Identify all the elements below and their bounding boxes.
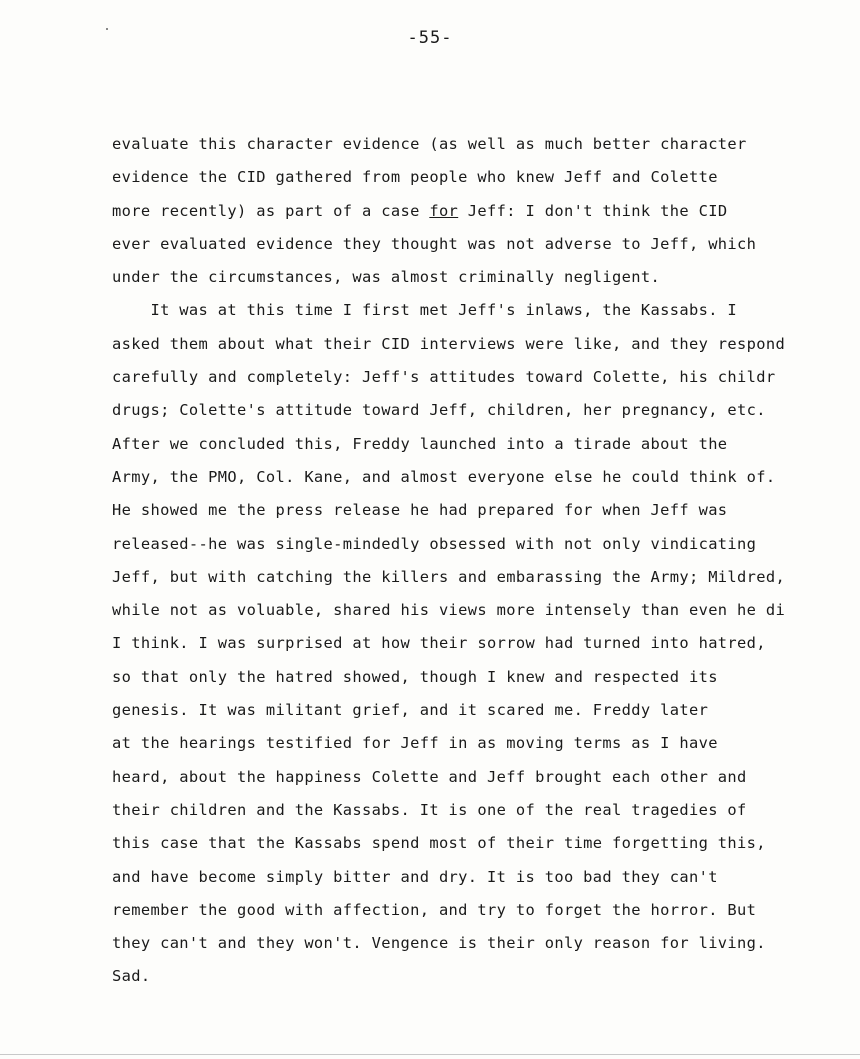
text-segment: Jeff, but with catching the killers and embarassing the Army; Mildred, <box>112 567 786 586</box>
text-line <box>112 727 860 760</box>
text-line <box>112 461 860 494</box>
text-segment: heard, about the happiness Colette and Jeff brought each other and <box>112 767 747 786</box>
text-line <box>112 694 860 727</box>
text-line <box>112 294 860 327</box>
text-line <box>112 627 860 660</box>
text-segment: more recently) as part of a case <box>112 201 430 220</box>
text-segment: genesis. It was militant grief, and it scared me. Freddy later <box>112 701 709 720</box>
text-line <box>112 161 860 194</box>
text-line <box>112 827 860 860</box>
page-bottom-edge <box>0 1054 860 1055</box>
text-line <box>112 361 860 394</box>
text-line <box>112 328 860 361</box>
text-line <box>112 794 860 827</box>
text-segment: ever evaluated evidence they thought was not adverse to Jeff, which <box>112 234 757 253</box>
text-line <box>112 195 860 228</box>
text-line <box>112 394 860 427</box>
text-segment: remember the good with affection, and try to forget the horror. But <box>112 900 757 919</box>
text-segment: released--he was single-mindedly obsessed with not only vindicating <box>112 534 757 553</box>
text-line <box>112 960 860 993</box>
text-line <box>112 128 860 161</box>
text-segment: so that only the hatred showed, though I knew and respected its <box>112 667 718 686</box>
underlined-word: for <box>429 201 459 220</box>
text-line <box>112 561 860 594</box>
text-segment: under the circumstances, was almost criminally negligent. <box>112 268 661 287</box>
text-segment: while not as voluable, shared his views more intensely than even he di <box>112 601 786 620</box>
text-line <box>112 761 860 794</box>
text-segment: I think. I was surprised at how their sorrow had turned into hatred, <box>112 634 766 653</box>
text-segment: evidence the CID gathered from people who knew Jeff and Colette <box>112 168 718 187</box>
text-segment: they can't and they won't. Vengence is their only reason for living. <box>112 934 766 953</box>
text-segment: their children and the Kassabs. It is one of the real tragedies of <box>112 800 747 819</box>
text-segment: evaluate this character evidence (as well as much better character <box>112 135 747 153</box>
text-segment: Sad. <box>112 967 151 986</box>
text-segment: Jeff: I don't think the CID <box>458 201 728 220</box>
text-segment: this case that the Kassabs spend most of their time forgetting this, <box>112 834 766 853</box>
body-text <box>112 128 860 994</box>
text-line <box>112 661 860 694</box>
text-line <box>112 494 860 527</box>
text-segment: He showed me the press release he had prepared for when Jeff was <box>112 501 728 520</box>
text-segment: drugs; Colette's attitude toward Jeff, children, her pregnancy, etc. <box>112 401 766 420</box>
text-line <box>112 428 860 461</box>
text-line <box>112 927 860 960</box>
text-line <box>112 894 860 927</box>
text-line <box>112 261 860 294</box>
text-segment: asked them about what their CID interviews were like, and they respond <box>112 334 786 353</box>
text-segment: It was at this time I first met Jeff's inlaws, the Kassabs. I <box>112 301 738 320</box>
text-segment: and have become simply bitter and dry. It is too bad they can't <box>112 867 718 886</box>
text-segment: Army, the PMO, Col. Kane, and almost everyone else he could think of. <box>112 467 776 486</box>
text-line <box>112 528 860 561</box>
text-segment: carefully and completely: Jeff's attitudes toward Colette, his childr <box>112 368 776 387</box>
text-segment: at the hearings testified for Jeff in as moving terms as I have <box>112 734 718 753</box>
text-segment: After we concluded this, Freddy launched into a tirade about the <box>112 434 728 453</box>
page-number: -55- <box>407 28 453 48</box>
text-line <box>112 228 860 261</box>
text-line <box>112 594 860 627</box>
text-line <box>112 861 860 894</box>
